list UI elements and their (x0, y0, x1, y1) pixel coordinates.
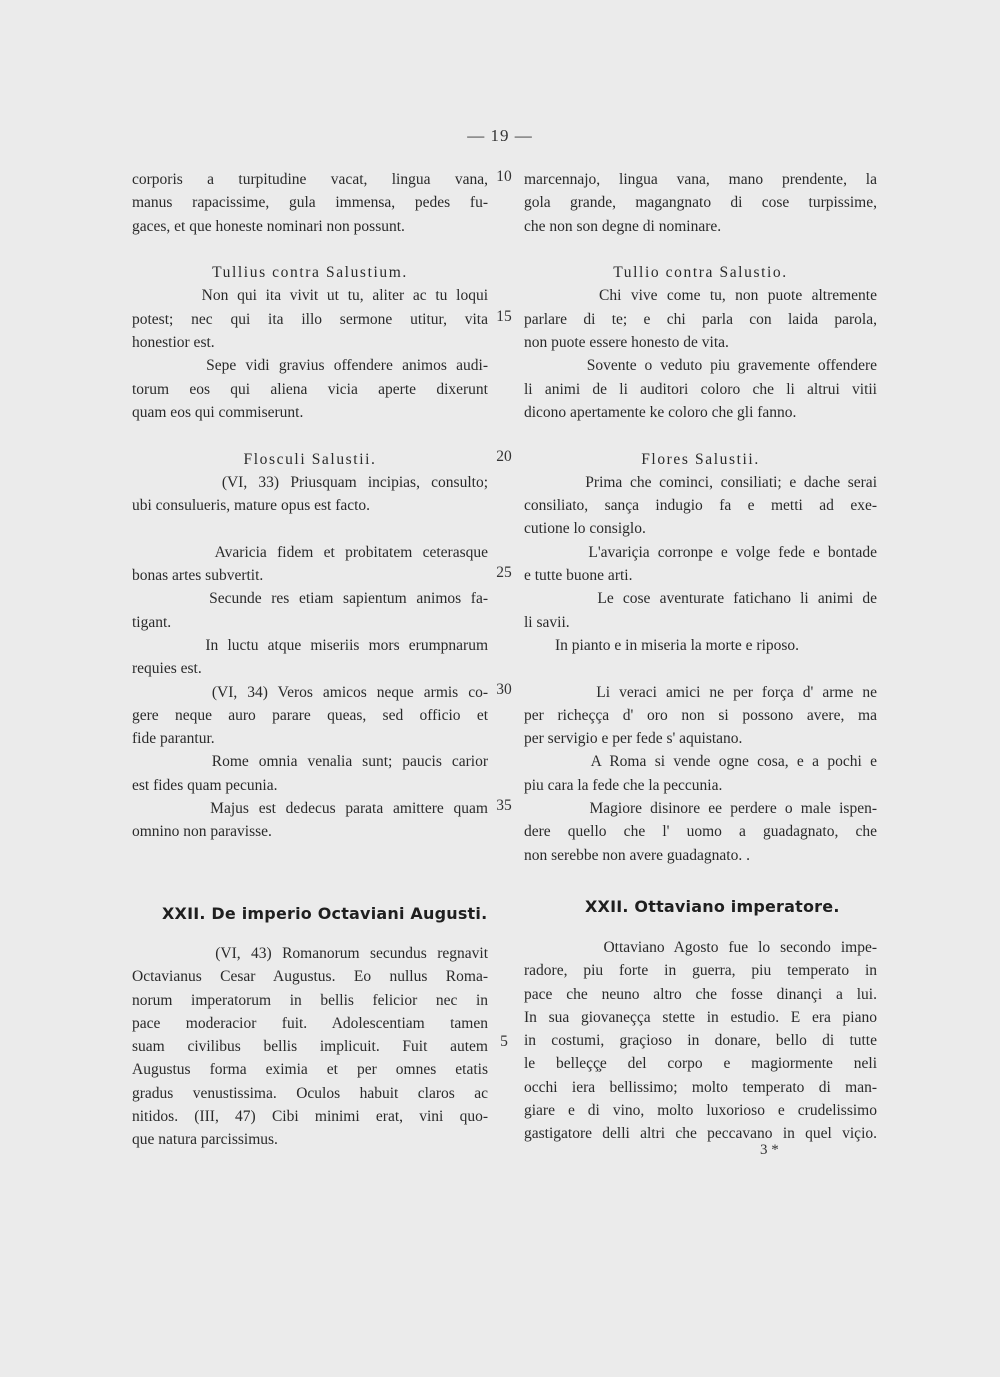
text-line: gaces, et que honeste nominari non possunt. (132, 217, 405, 235)
text-line: gola grande, magangnato di cose turpissime, (524, 194, 877, 212)
latin-column-bottom (132, 942, 488, 1152)
text-line: corporis a turpitudine vacat, lingua vana, (132, 171, 488, 188)
text-line: che non son degne di nominare. (524, 217, 722, 235)
text-line: A Roma si vende ogne cosa, e a pochi e (524, 753, 877, 771)
text-line: piu cara la fede che la peccunia. (524, 776, 723, 794)
section-heading: Tullius contra Salustium. (212, 264, 408, 282)
chapter-title-latin: XXII. De imperio Octaviani Augusti. (162, 904, 488, 923)
text-line: Rome omnia venalia sunt; paucis carior (132, 753, 488, 771)
line-number: 25 (496, 564, 512, 582)
page-number: — 19 — (467, 126, 533, 145)
text-line: li animi de li auditori coloro che li altrui vitii (524, 380, 877, 398)
italian-column-top (524, 168, 877, 867)
text-line: radore, piu forte in guerra, piu temperato in (524, 962, 877, 980)
text-line (132, 517, 488, 540)
text-line: Magiore disinore ee perdere o male ispen- (524, 800, 877, 818)
text-line: gradus venustissima. Oculos habuit claros ac (132, 1084, 488, 1102)
text-line: suam civilibus bellis implicuit. Fuit autem (132, 1038, 488, 1056)
text-line: In luctu atque miseriis mors erumpnarum (132, 636, 488, 654)
text-line: li savii. (524, 613, 570, 631)
text-line: potest; nec qui ita illo sermone utitur, vita (132, 310, 488, 328)
text-line: quam eos qui commiserunt. (132, 403, 304, 421)
italian-column-bottom (524, 936, 877, 1146)
text-line (524, 657, 877, 680)
text-line: Secunde res etiam sapientum animos fa- (132, 590, 488, 608)
text-line: in costumi, graçioso in donare, bello di tutte (524, 1032, 877, 1050)
text-line: est fides quam pecunia. (132, 776, 278, 794)
text-line: Sovente o veduto piu gravemente offendere (524, 357, 877, 375)
text-line: Non qui ita vivit ut tu, aliter ac tu loqui (132, 287, 488, 305)
text-line: (VI, 34) Veros amicos neque armis co- (132, 683, 488, 701)
text-line: Sepe vidi gravius offendere animos audi- (132, 357, 488, 375)
text-line: L'avariçia corronpe e volge fede e bontade (524, 543, 877, 561)
text-line: e tutte buone arti. (524, 567, 633, 585)
text-line: Augustus forma eximia et per omnes etatis (132, 1061, 488, 1079)
line-number: 15 (496, 307, 512, 325)
text-line: Octavianus Cesar Augustus. Eo nullus Roma- (132, 968, 488, 986)
text-line (132, 424, 488, 447)
text-line: le belleçç̧e del corpo e magiormente neli (524, 1055, 877, 1073)
text-line: pace che neuno altro che fosse dinançi a lui. (524, 985, 877, 1003)
text-line: Prima che cominci, consiliati; e dache serai (524, 473, 877, 491)
line-number-5: 5 (500, 1033, 508, 1050)
text-line: giare e di vino, molto luxorioso e crudelissimo (524, 1102, 877, 1120)
text-line: fide parantur. (132, 730, 215, 748)
text-line: (VI, 33) Priusquam incipias, consulto; (132, 473, 488, 491)
line-number: 30 (496, 680, 512, 698)
text-line: non puote essere honesto de vita. (524, 334, 729, 352)
text-line: norum imperatorum in bellis felicior nec in (132, 991, 488, 1009)
text-line: torum eos qui aliena vicia aperte dixerunt (132, 380, 488, 398)
line-number: 20 (496, 447, 512, 465)
text-line: non serebbe non avere guadagnato. . (524, 846, 750, 864)
text-line: per richeçça d' oro non si possono avere, ma (524, 706, 877, 724)
text-line: gastigatore delli altri che peccavano in quel viçio. (524, 1125, 877, 1143)
text-line: marcennajo, lingua vana, mano prendente, la (524, 171, 877, 188)
text-line (524, 238, 877, 261)
text-line: Ottaviano Agosto fue lo secondo impe- (524, 939, 877, 956)
line-number: 35 (496, 797, 512, 815)
section-heading: Flores Salustii. (641, 450, 760, 468)
text-line: gere neque auro parare queas, sed officio et (132, 706, 488, 724)
line-number: 10 (496, 168, 512, 185)
text-line: pace moderacior fuit. Adolescentiam tamen (132, 1014, 488, 1032)
text-line: In sua giovaneçça stette in estudio. E era piano (524, 1008, 877, 1026)
text-line: consiliato, sança indugio fa e metti ad exe- (524, 497, 877, 515)
text-line: dicono apertamente ke coloro che gli fanno. (524, 403, 797, 421)
text-line: Avaricia fidem et probitatem ceterasque (132, 543, 488, 561)
text-line: occhi iera bellissimo; molto temperato di man- (524, 1078, 877, 1096)
text-line: In pianto e in miseria la morte e riposo. (524, 636, 800, 654)
text-line: Li veraci amici ne per força d' arme ne (524, 683, 877, 701)
text-line: bonas artes subvertit. (132, 567, 264, 585)
text-line: per servigio e per fede s' aquistano. (524, 730, 743, 748)
signature-mark: 3 * (760, 1142, 779, 1158)
section-heading: Flosculi Salustii. (243, 450, 377, 468)
text-line (524, 424, 877, 447)
text-line: dere quello che l' uomo a guadagnato, che (524, 823, 877, 841)
chapter-title-italian: XXII. Ottaviano imperatore. (585, 897, 840, 916)
section-heading: Tullio contra Salustio. (613, 264, 788, 282)
text-line: (VI, 43) Romanorum secundus regnavit (132, 945, 488, 962)
text-line: Le cose aventurate fatichano li animi de (524, 590, 877, 608)
text-line: parlare di te; e chi parla con laida parola, (524, 310, 877, 328)
text-line: omnino non paravisse. (132, 823, 272, 841)
text-line (132, 238, 488, 261)
text-line: ubi consulueris, mature opus est facto. (132, 497, 371, 515)
text-line: Majus est dedecus parata amittere quam (132, 800, 488, 818)
text-line: manus rapacissime, gula immensa, pedes fu- (132, 194, 488, 212)
text-line: tigant. (132, 613, 172, 631)
latin-column-top (132, 168, 488, 844)
text-line: cutione lo consiglo. (524, 520, 646, 538)
text-line: Chi vive come tu, non puote altremente (524, 287, 877, 305)
text-line: requies est. (132, 660, 202, 678)
text-line: honestior est. (132, 334, 215, 352)
text-line: nitidos. (III, 47) Cibi minimi erat, vini quo- (132, 1108, 488, 1126)
text-line: que natura parcissimus. (132, 1131, 278, 1149)
